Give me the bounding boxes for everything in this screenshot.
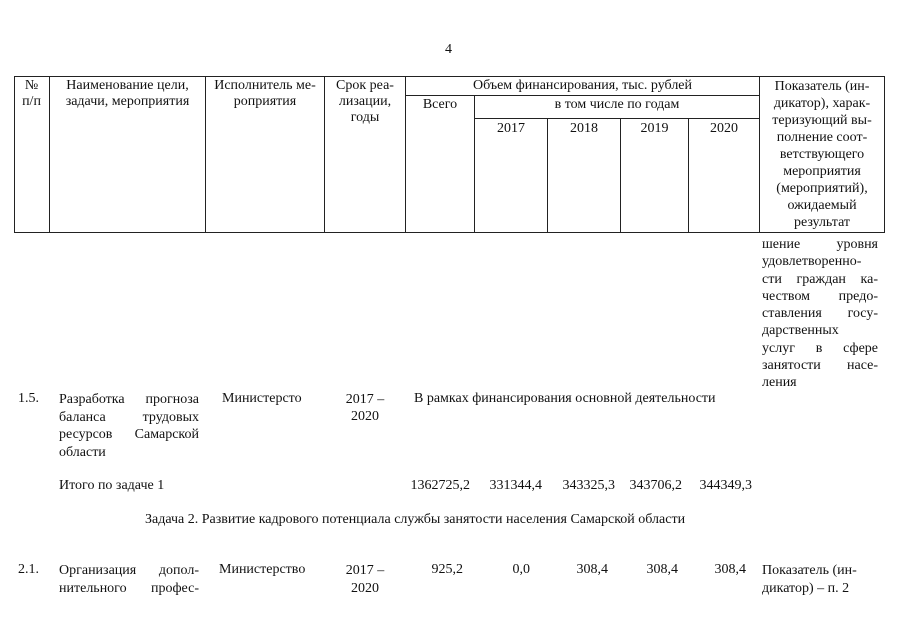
row-2017: 0,0	[512, 562, 530, 577]
row-2018: 308,4	[576, 562, 608, 577]
row-total: 925,2	[431, 562, 463, 577]
header-funding: Объем финансирования, тыс. рублей	[472, 78, 693, 93]
header-year-2018: 2018	[570, 121, 598, 136]
row-funding-note: В рамках финансирования основной деятельности	[414, 391, 716, 406]
header-name: Наименование цели, задачи, мероприятия	[65, 78, 190, 109]
row-executor: Министерсто	[222, 391, 302, 406]
row-2019: 308,4	[646, 562, 678, 577]
task-heading: Задача 2. Развитие кадрового потенциала службы занятости населения Самарской области	[145, 512, 686, 527]
header-indicator: Показатель (ин- дикатор), харак- теризующий вы- полнение соот- ветствующего мероприятия (мероприятий), ожидаемый результат	[772, 79, 872, 230]
header-executor: Исполнитель ме- роприятия	[214, 78, 316, 109]
page-number: 4	[445, 42, 452, 57]
header-by-years: в том числе по годам	[554, 97, 680, 112]
row-term: 2017 – 2020	[345, 563, 385, 596]
row-name: Разработка прогноза баланса трудовых ресурсов Самарской области	[59, 392, 199, 460]
row-term: 2017 – 2020	[345, 392, 385, 424]
row-number: 2.1.	[18, 562, 39, 577]
total-label: Итого по задаче 1	[59, 478, 165, 493]
row-indicator: Показатель (ин- дикатор) – п. 2	[762, 563, 857, 596]
header-year-2020: 2020	[710, 121, 738, 136]
total-2018: 343325,3	[562, 478, 615, 493]
row-number: 1.5.	[18, 391, 39, 406]
total-2020: 344349,3	[699, 478, 752, 493]
header-year-2017: 2017	[497, 121, 525, 136]
total-2019: 343706,2	[629, 478, 682, 493]
header-total: Всего	[422, 97, 458, 112]
row-name: Организация допол- нительного профес-	[59, 563, 199, 596]
total-2017: 331344,4	[489, 478, 542, 493]
header-year-2019: 2019	[640, 121, 669, 136]
total-value: 1362725,2	[410, 478, 470, 493]
row-2020: 308,4	[714, 562, 746, 577]
continued-indicator: шение уровня удовлетворенно- сти граждан ка- чеством предо- ставления госу- дарственных услуг в сфере занятости насе- ления	[762, 237, 878, 391]
row-executor: Министерство	[219, 562, 306, 577]
header-num: № п/п	[22, 78, 41, 109]
header-term: Срок реа- лизации, годы	[336, 78, 394, 125]
